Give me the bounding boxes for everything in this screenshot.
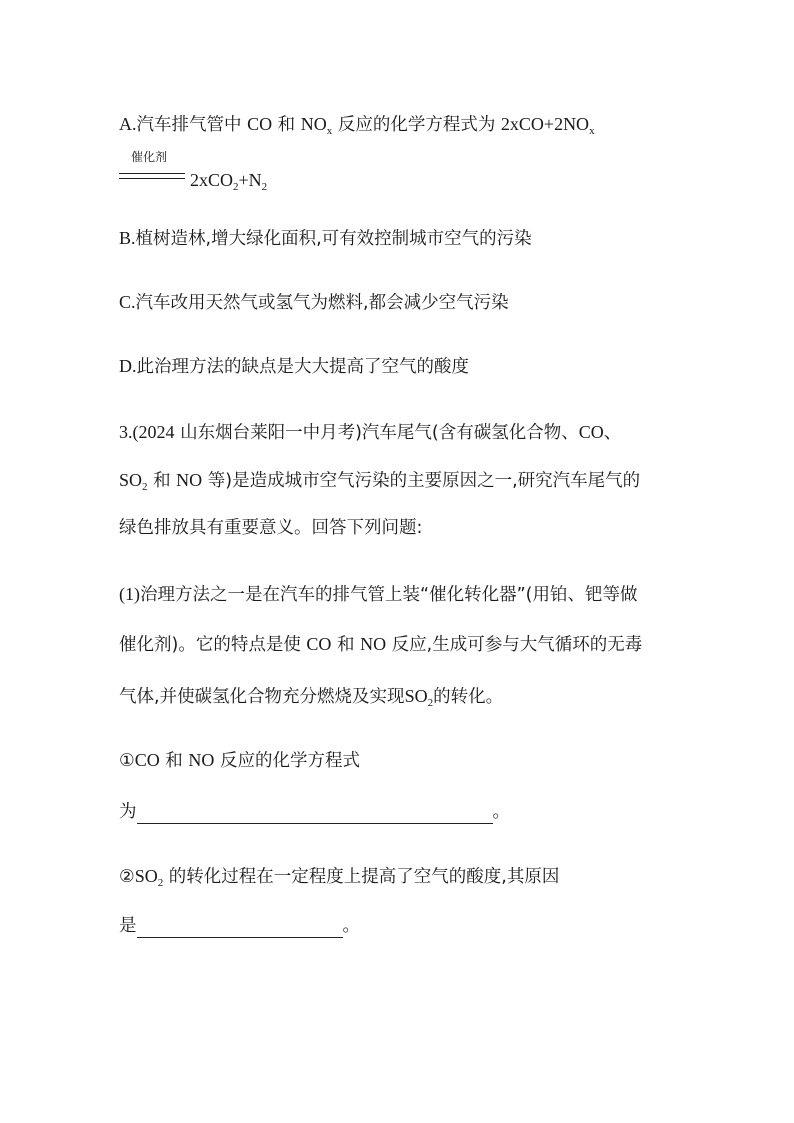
option-a-text2: 反应的化学方程式为 xyxy=(337,115,496,135)
option-a-label: A. xyxy=(119,114,137,134)
part1-line2: 催化剂)。它的特点是使 CO 和 NO 反应,生成可参与大气循环的无毒 xyxy=(119,634,643,655)
option-d-text: 此治理方法的缺点是大大提高了空气的酸度 xyxy=(136,357,469,377)
option-c-label: C. xyxy=(119,292,136,312)
option-b-text: 植树造林,增大绿化面积,可有效控制城市空气的污染 xyxy=(135,229,532,249)
sub2-line1: $②SO_2$ 的转化过程在一定程度上提高了空气的酸度,其原因 xyxy=(119,866,560,889)
equation-right: $2xCO_2+N_2$ xyxy=(190,170,268,193)
option-a-text1: 汽车排气管中 xyxy=(136,115,242,135)
option-c xyxy=(119,290,509,315)
sub1-answer-line: 为 。 xyxy=(119,802,510,822)
option-c-text: 汽车改用天然气或氢气为燃料,都会减少空气污染 xyxy=(135,293,509,313)
option-a-line1 xyxy=(119,112,595,137)
option-b-label: B. xyxy=(119,228,136,248)
catalyst-label: 催化剂 xyxy=(131,150,168,164)
sub1-line1: ①CO 和 NO 反应的化学方程式 xyxy=(119,750,360,771)
part1-line3: 气体,并使碳氢化合物充分燃烧及实现$SO_2$的转化。 xyxy=(119,686,504,709)
catalyst-arrow xyxy=(119,150,185,182)
co-formula: CO xyxy=(247,114,273,134)
answer-blank-1[interactable] xyxy=(137,805,493,824)
question3-line3: 绿色排放具有重要意义。回答下列问题: xyxy=(119,518,423,538)
so2-formula: $SO_2$ xyxy=(119,470,148,493)
option-d xyxy=(119,354,469,379)
and-text: 和 xyxy=(277,115,296,135)
answer-blank-2[interactable] xyxy=(137,919,343,938)
option-d-label: D. xyxy=(119,356,137,376)
sub2-answer-line: 是 。 xyxy=(119,916,360,936)
equation-left: $2xCO+2NO_x$ xyxy=(500,114,595,137)
question3-line2: $SO_2$ 和 NO 等)是造成城市空气污染的主要原因之一,研究汽车尾气的 xyxy=(119,470,641,493)
part1-line1: (1)治理方法之一是在汽车的排气管上装“催化转化器”(用铂、钯等做 xyxy=(119,584,638,605)
question3-line1: 3.(2024 山东烟台莱阳一中月考)汽车尾气(含有碳氢化合物、CO、 xyxy=(119,422,622,443)
nox-formula: $NO_x$ xyxy=(300,114,333,137)
double-line-arrow xyxy=(119,173,185,179)
option-b xyxy=(119,226,532,251)
